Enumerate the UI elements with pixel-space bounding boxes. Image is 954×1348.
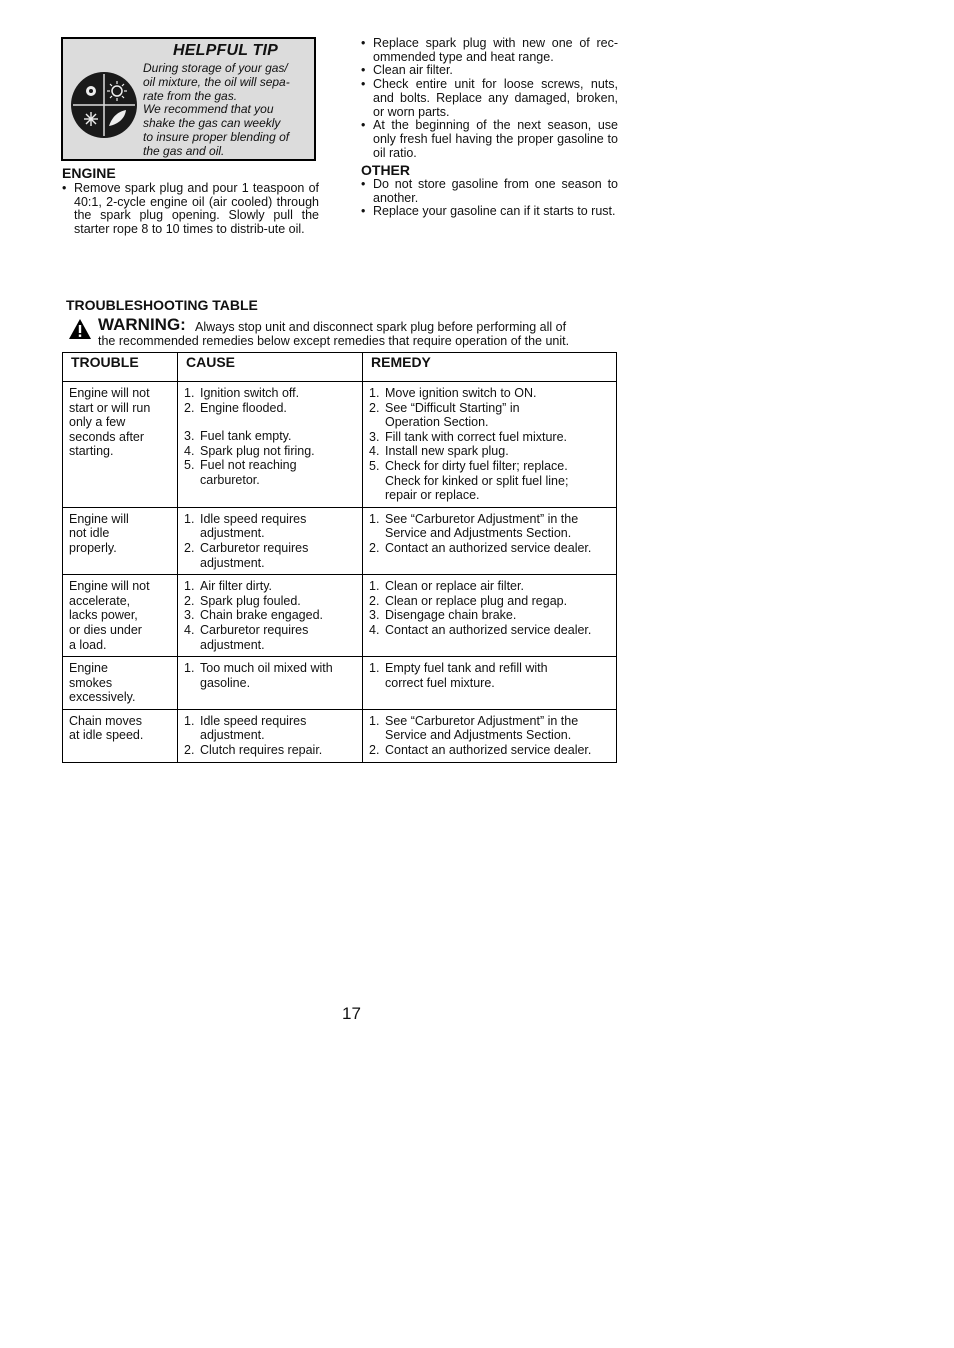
item-number: 1.	[369, 661, 380, 676]
remedy-cell	[363, 382, 617, 508]
item-text: Too much oil mixed with	[200, 661, 333, 676]
cause-cell	[178, 382, 363, 508]
trouble-line: lacks power,	[69, 608, 138, 623]
item-number: 2.	[369, 400, 380, 415]
numbered-item	[369, 608, 610, 623]
helpful-tip-text	[143, 62, 303, 159]
item-number: 1.	[184, 386, 195, 400]
numbered-item	[369, 512, 610, 541]
item-number: 2.	[184, 593, 195, 608]
trouble-line: Engine will	[69, 511, 129, 526]
item-text: Clean or replace plug and regap.	[385, 593, 568, 608]
trouble-line: starting.	[69, 444, 114, 459]
list-item: • Check entire unit for loose screws, nuts, and bolts. Replace any damaged, broken, or worn parts.	[361, 78, 618, 119]
item-text: Check for dirty fuel filter; replace.	[385, 458, 568, 473]
item-number: 4.	[369, 622, 380, 637]
item-text: Chain brake engaged.	[200, 608, 324, 623]
item-number: 4.	[184, 622, 195, 637]
tip-line: oil mixture, the oil will sepa-	[143, 74, 290, 89]
trouble-line: start or will run	[69, 400, 151, 415]
numbered-item	[184, 579, 356, 594]
item-number: 1.	[369, 713, 380, 728]
item-number: 4.	[184, 443, 195, 458]
list-item: • At the beginning of the next season, use only fresh fuel having the proper gasoline to oil ratio.	[361, 119, 618, 160]
item-text: See “Difficult Starting” in	[385, 400, 520, 415]
remedy-cell	[363, 657, 617, 710]
numbered-item	[369, 444, 610, 459]
numbered-item	[184, 743, 356, 758]
table-row	[63, 575, 617, 657]
tip-line: the gas and oil.	[143, 143, 225, 158]
item-text: Ignition switch off.	[200, 386, 300, 400]
item-number: 4.	[369, 444, 380, 459]
cause-cell	[178, 507, 363, 574]
item-text: gasoline.	[200, 675, 251, 690]
numbered-item	[184, 429, 356, 444]
item-number: 1.	[184, 661, 195, 676]
item-number: 1.	[184, 579, 195, 594]
item-number: 3.	[184, 429, 195, 444]
numbered-item	[184, 512, 356, 541]
list-item: • Replace spark plug with new one of rec-ommended type and heat range.	[361, 37, 618, 64]
troubleshooting-table	[62, 352, 617, 763]
trouble-line: Engine	[69, 661, 108, 676]
item-text: Spark plug fouled.	[200, 593, 301, 608]
item-text: Check for kinked or split fuel line;	[385, 473, 569, 488]
item-text: Carburetor requires	[200, 622, 309, 637]
item-number: 2.	[184, 743, 195, 758]
item-number: 5.	[184, 458, 195, 473]
item-number: 1.	[369, 511, 380, 526]
numbered-item	[369, 579, 610, 594]
numbered-item	[184, 386, 356, 401]
tip-line: During storage of your gas/	[143, 61, 288, 75]
table-row	[63, 657, 617, 710]
warning-text-line1: Always stop unit and disconnect spark plug before performing all of	[195, 320, 567, 334]
item-number: 3.	[369, 429, 380, 444]
list-item: • Do not store gasoline from one season to another.	[361, 178, 618, 205]
table-header-row	[63, 353, 617, 382]
trouble-line: Engine will not	[69, 386, 150, 400]
trouble-cell	[63, 507, 178, 574]
item-text: Clutch requires repair.	[200, 743, 323, 758]
list-item: • Replace your gasoline can if it starts to rust.	[361, 205, 618, 219]
warning-text-line2: the recommended remedies below except remedies that require operation of the unit.	[98, 334, 570, 348]
item-text: adjustment.	[200, 526, 265, 541]
numbered-item	[369, 386, 610, 401]
maintenance-list	[361, 37, 618, 160]
list-item: • Remove spark plug and pour 1 teaspoon of 40:1, 2-cycle engine oil (air cooled) through the spark plug opening. Slowly pull the starter rope 8 to 10 times to distrib-ute oil.	[62, 182, 319, 237]
trouble-line: smokes	[69, 675, 113, 690]
item-text: Operation Section.	[385, 415, 489, 430]
trouble-line: a load.	[69, 637, 107, 652]
item-text: Contact an authorized service dealer.	[385, 743, 592, 758]
header-trouble: TROUBLE	[63, 353, 178, 382]
numbered-item	[369, 401, 610, 430]
trouble-line: not idle	[69, 526, 110, 541]
trouble-line: excessively.	[69, 690, 136, 705]
item-text: repair or replace.	[385, 488, 480, 503]
numbered-item	[369, 623, 610, 638]
item-number: 2.	[184, 540, 195, 555]
numbered-item	[184, 401, 356, 416]
header-remedy: REMEDY	[363, 353, 617, 382]
item-text: Idle speed requires	[200, 511, 307, 526]
numbered-item	[369, 541, 610, 556]
numbered-item	[369, 430, 610, 445]
helpful-tip-title: HELPFUL TIP	[173, 42, 279, 59]
trouble-cell	[63, 657, 178, 710]
item-text: Fuel tank empty.	[200, 429, 292, 444]
item-text: Clean or replace air filter.	[385, 579, 524, 594]
cause-cell	[178, 709, 363, 762]
seasons-icon	[69, 70, 139, 140]
trouble-line: properly.	[69, 540, 117, 555]
page-number: 17	[342, 1004, 361, 1023]
item-number: 1.	[369, 579, 380, 594]
item-text: Spark plug not firing.	[200, 443, 315, 458]
cause-cell	[178, 575, 363, 657]
item-number: 2.	[184, 400, 195, 415]
trouble-line: seconds after	[69, 429, 145, 444]
table-row	[63, 709, 617, 762]
numbered-item	[369, 714, 610, 743]
item-text: Disengage chain brake.	[385, 608, 517, 623]
numbered-item	[184, 541, 356, 570]
item-number: 3.	[369, 608, 380, 623]
item-number: 2.	[369, 593, 380, 608]
cause-cell	[178, 657, 363, 710]
trouble-cell	[63, 709, 178, 762]
item-number: 1.	[184, 511, 195, 526]
numbered-item	[184, 623, 356, 652]
helpful-tip-box	[61, 37, 316, 161]
table-row	[63, 507, 617, 574]
item-text: See “Carburetor Adjustment” in the	[385, 511, 579, 526]
tip-line: shake the gas can weekly	[143, 116, 281, 131]
item-text: Contact an authorized service dealer.	[385, 540, 592, 555]
engine-heading: ENGINE	[62, 165, 116, 181]
item-text: adjustment.	[200, 637, 265, 652]
item-text: Engine flooded.	[200, 400, 287, 415]
item-text: Carburetor requires	[200, 540, 309, 555]
numbered-item	[369, 661, 610, 690]
numbered-item	[184, 594, 356, 609]
other-list	[361, 178, 618, 219]
item-text: Air filter dirty.	[200, 579, 272, 594]
numbered-item	[184, 444, 356, 459]
item-text: Idle speed requires	[200, 713, 307, 728]
item-number: 5.	[369, 458, 380, 473]
item-text: Install new spark plug.	[385, 444, 509, 459]
tip-line: to insure proper blending of	[143, 129, 290, 144]
item-text: Move ignition switch to ON.	[385, 386, 537, 400]
item-text: Fuel not reaching	[200, 458, 297, 473]
item-text: adjustment.	[200, 555, 265, 570]
table-body	[63, 382, 617, 763]
numbered-item	[184, 458, 356, 487]
item-text: adjustment.	[200, 728, 265, 743]
trouble-line: Chain moves	[69, 713, 142, 728]
item-text: Contact an authorized service dealer.	[385, 622, 592, 637]
remedy-cell	[363, 709, 617, 762]
item-number: 2.	[369, 743, 380, 758]
warning-label: WARNING:	[98, 315, 186, 334]
trouble-cell	[63, 382, 178, 508]
numbered-item	[369, 743, 610, 758]
item-text: Fill tank with correct fuel mixture.	[385, 429, 567, 444]
engine-list	[62, 182, 319, 237]
numbered-item	[369, 594, 610, 609]
numbered-item	[184, 608, 356, 623]
trouble-line: Engine will not	[69, 579, 150, 594]
table-row	[63, 382, 617, 508]
warning-icon	[68, 318, 92, 340]
item-number: 1.	[184, 713, 195, 728]
trouble-line: only a few	[69, 415, 126, 430]
item-text: See “Carburetor Adjustment” in the	[385, 713, 579, 728]
trouble-line: accelerate,	[69, 593, 131, 608]
list-item: • Clean air filter.	[361, 64, 618, 78]
tip-line: rate from the gas.	[143, 88, 238, 103]
item-text: correct fuel mixture.	[385, 675, 495, 690]
item-number: 3.	[184, 608, 195, 623]
item-text: Service and Adjustments Section.	[385, 728, 572, 743]
numbered-item	[184, 714, 356, 743]
item-text: carburetor.	[200, 472, 260, 487]
trouble-cell	[63, 575, 178, 657]
numbered-item	[184, 661, 356, 690]
remedy-cell	[363, 507, 617, 574]
item-number: 2.	[369, 540, 380, 555]
remedy-cell	[363, 575, 617, 657]
spacer	[184, 415, 356, 429]
header-cause: CAUSE	[178, 353, 363, 382]
tip-line: We recommend that you	[143, 102, 274, 117]
trouble-line: or dies under	[69, 622, 142, 637]
trouble-line: at idle speed.	[69, 728, 144, 743]
other-heading: OTHER	[361, 162, 410, 178]
item-text: Empty fuel tank and refill with	[385, 661, 548, 676]
item-text: Service and Adjustments Section.	[385, 526, 572, 541]
item-number: 1.	[369, 386, 380, 400]
numbered-item	[369, 459, 610, 503]
troubleshooting-title: TROUBLESHOOTING TABLE	[66, 297, 258, 313]
